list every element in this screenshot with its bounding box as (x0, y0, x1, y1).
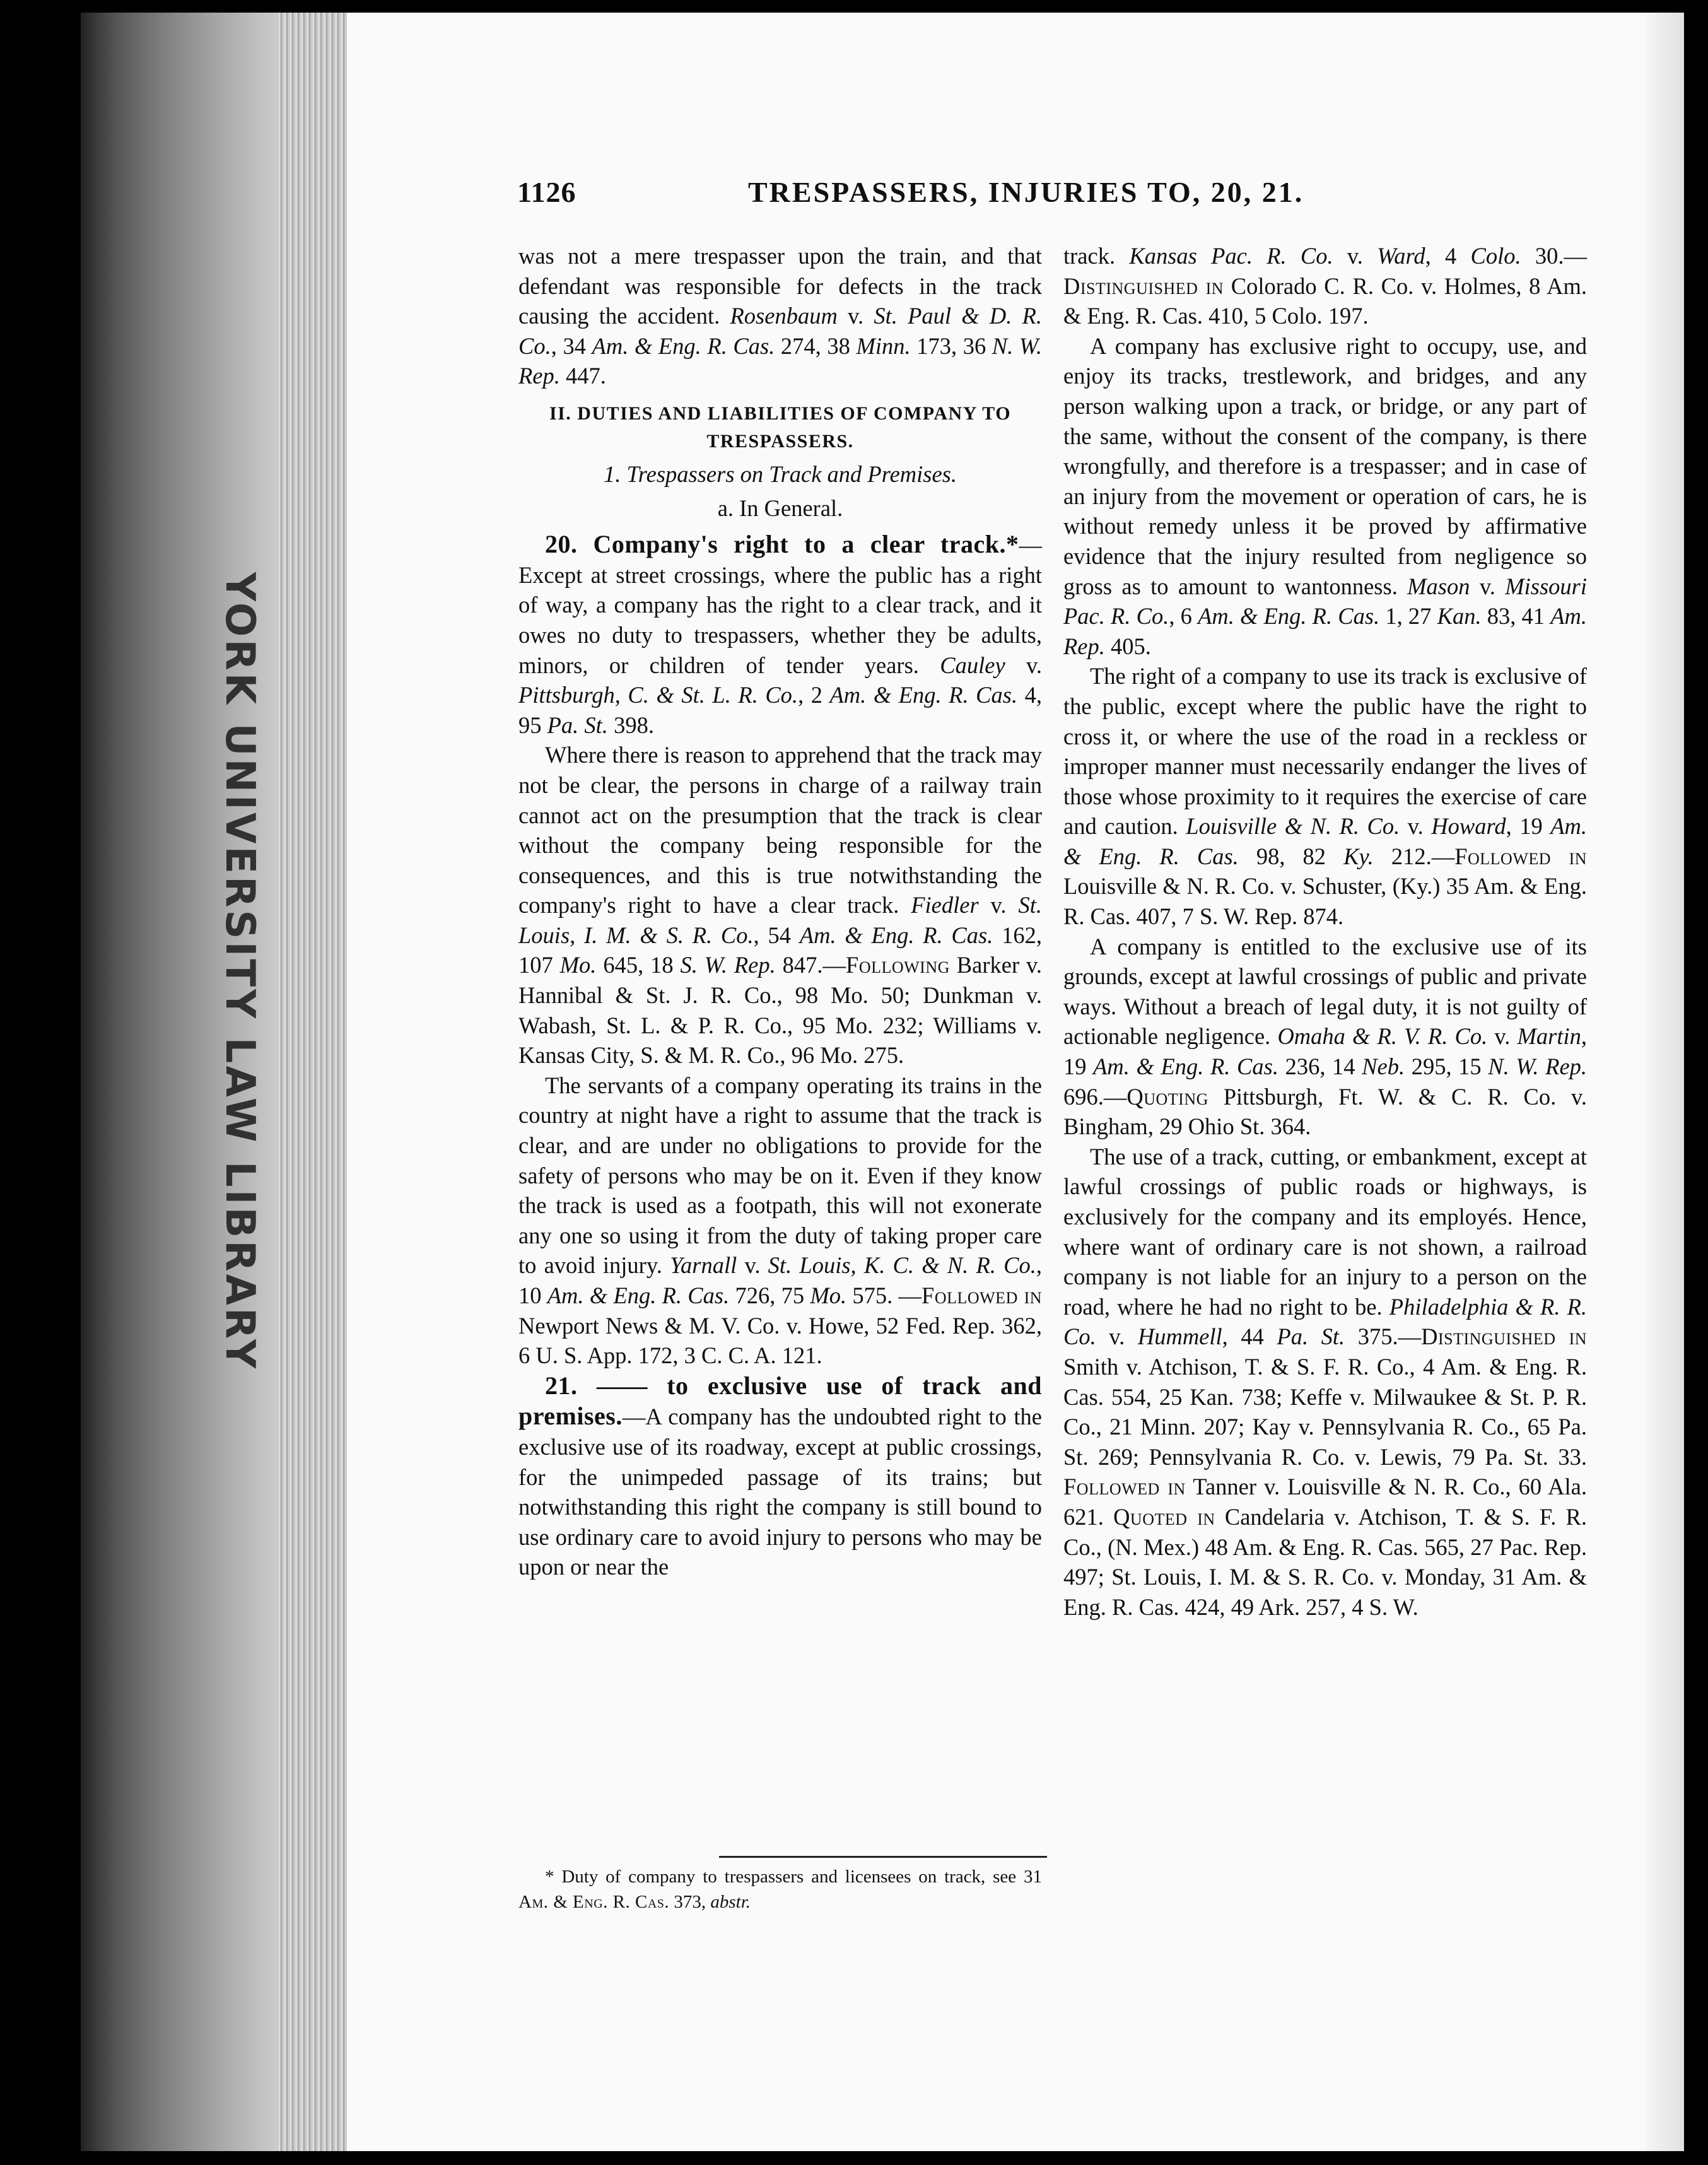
text-run: v. (1333, 243, 1378, 269)
text-run: Pittsburgh, Ft. W. & C. R. Co. v. Bingham, 29 Ohio St. 364. (1063, 1083, 1587, 1140)
citation-text: Cauley (940, 652, 1005, 678)
page-right-margin (1646, 13, 1684, 2151)
text-run: Following (846, 952, 950, 978)
text-run: Distinguished in (1063, 273, 1224, 299)
text-run: 98, 82 (1238, 843, 1344, 869)
text-run: Where there is reason to apprehend that the track may not be clear, the persons in charge of a railway train cannot act on the presumption that the track is clear without the company being responsible for the consequences, and this is true notwithstanding the company's right to have a clear track. (518, 742, 1042, 918)
text-run: Newport News & M. V. Co. v. Howe, 52 Fed. Rep. 362, 6 U. S. App. 172, 3 C. C. A. 121. (518, 1312, 1042, 1369)
text-run: , 6 (1169, 603, 1198, 630)
text-run: v. (837, 303, 874, 329)
text-run: 295, 15 (1405, 1053, 1489, 1080)
text-run: Quoting (1126, 1083, 1208, 1110)
text-run: , 19 (1063, 1023, 1587, 1080)
paragraph-rosenbaum (518, 241, 1042, 391)
text-run: 1, 27 (1379, 603, 1437, 630)
citation-text: Hummell (1137, 1323, 1222, 1350)
footnote-rule (719, 1856, 1047, 1858)
text-run: 575. — (846, 1282, 922, 1308)
citation-text: Pa. St. (547, 712, 608, 738)
citation-text: St. Louis, I. M. & S. R. Co. (518, 892, 1042, 948)
citation-text: St. Paul & D. R. Co. (518, 303, 1043, 359)
citation-text: Howard (1431, 813, 1506, 840)
text-run: Louisville & N. R. Co. v. Schuster, (Ky.) 35 Am. & Eng. R. Cas. 407, 7 S. W. Rep. 874. (1063, 873, 1587, 930)
paragraph-title: 21. —— to exclusive use of track and premises. (518, 1371, 1042, 1431)
citation-text: Ky. (1343, 843, 1374, 869)
text-run: 696.— (1063, 1083, 1127, 1110)
text-run: Followed in (921, 1282, 1043, 1308)
citation-text: Martin (1517, 1023, 1581, 1050)
citation-text: Louisville & N. R. Co. (1186, 813, 1400, 840)
paragraph-entitled (1063, 932, 1587, 1142)
text-run: 162, 107 (518, 922, 1043, 978)
sub-heading-general: a. In General. (717, 495, 843, 521)
footnote (518, 1864, 1042, 1915)
citation-text: Am. & Eng. R. Cas. (1198, 603, 1380, 630)
text-run: 405. (1104, 633, 1151, 659)
text-run: 398. (607, 712, 654, 738)
section-heading: II. DUTIES AND LIABILITIES OF COMPANY TO TRESPASSERS. (549, 402, 1012, 452)
text-run: , 44 (1222, 1323, 1277, 1350)
citation-text: Am. & Eng. R. Cas. (829, 682, 1018, 708)
citation-text: Am. Rep. (1063, 603, 1587, 659)
left-column (518, 241, 1042, 1582)
citation-text: S. W. Rep. (680, 952, 776, 978)
citation-text: Mo. (559, 952, 597, 978)
text-run: 274, 38 (775, 332, 857, 359)
text-run: Tanner v. Louisville & N. R. Co., 60 Ala. 621. (1063, 1474, 1587, 1530)
running-title: TRESPASSERS, INJURIES TO, 20, 21. (748, 176, 1304, 208)
text-run: Smith v. Atchison, T. & S. F. R. Co., 4 Am. & Eng. R. Cas. 554, 25 Kan. 738; Keffe v. Milwaukee & St. P. R. Co., 21 Minn. 207; Kay v. Pennsylvania R. Co., 65 Pa. St. 269; Pennsylvania R. Co. v. Lewis, 79 Pa. St. 33. (1063, 1353, 1587, 1470)
citation-text: Kan. (1437, 603, 1482, 630)
text-run: , 19 (1506, 813, 1551, 840)
citation-text: Omaha & R. V. R. Co. (1277, 1023, 1488, 1050)
text-run: v. (1005, 652, 1042, 678)
text-run: Colorado C. R. Co. v. Holmes, 8 Am. & Eng. R. Cas. 410, 5 Colo. 197. (1063, 273, 1587, 329)
text-run: Am. & Eng. R. Cas. (518, 1892, 670, 1912)
citation-text: Am. & Eng. R. Cas. (592, 332, 775, 359)
text-run: v. (1470, 573, 1506, 599)
text-run: was not a mere trespasser upon the train, and that defendant was responsible for defects in the track causing the accident. (518, 243, 1042, 329)
citation-text: Colo. (1470, 243, 1521, 269)
citation-text: St. Louis, K. C. & N. R. Co. (768, 1252, 1036, 1279)
paragraph-exclusive (1063, 331, 1587, 662)
citation-text: Am. & Eng. R. Cas. (799, 922, 993, 948)
page-edges (278, 13, 347, 2151)
text-run: 726, 75 (729, 1282, 810, 1308)
paragraph-21 (518, 1371, 1042, 1582)
text-run: * Duty of company to trespassers and licensees on track, see 31 (545, 1867, 1042, 1887)
text-run: —A company has the undoubted right to the exclusive use of its roadway, except at public crossings, for the unimpeded passage of its trains; but notwithstanding this right the company is still bound to use ordinary care to avoid injury to persons who may be upon or near the (518, 1404, 1042, 1580)
text-run: 447. (559, 363, 606, 389)
citation-text: abstr. (710, 1892, 751, 1912)
citation-text: Mason (1407, 573, 1470, 599)
text-run: v. (1400, 813, 1432, 840)
text-run: 173, 36 (910, 332, 992, 359)
paragraph-20 (518, 529, 1042, 740)
paragraph-right (1063, 661, 1587, 931)
citation-text: N. W. Rep. (1488, 1053, 1588, 1080)
citation-text: Am. & Eng. R. Cas. (547, 1282, 730, 1308)
text-run: Candelaria v. Atchison, T. & S. F. R. Co., (N. Mex.) 48 Am. & Eng. R. Cas. 565, 27 Pac. Rep. 497; St. Louis, I. M. & S. R. Co. v. Monday, 31 Am. & Eng. R. Cas. 424, 49 Ark. 257, 4 S. W. (1063, 1503, 1588, 1620)
text-run: The servants of a company operating its trains in the country at night have a right to assume that the track is clear, and are under no obligations to provide for the safety of persons who may be on it. Even if they know the track is used as a footpath, this will not exonerate any one so using it from the duty of taking proper care to avoid injury. (518, 1072, 1042, 1279)
text-run: 375.— (1345, 1323, 1422, 1350)
text-run: track. (1063, 243, 1130, 269)
paragraph-servants (518, 1071, 1042, 1371)
text-run: Followed in (1454, 843, 1588, 869)
text-run: The right of a company to use its track is exclusive of the public, except where the public have the right to cross it, or where the use of the road in a reckless or improper manner must necessarily endanger the lives of those whose proximity to it requires the exercise of care and caution. (1063, 663, 1587, 840)
running-head (517, 175, 1337, 226)
paragraph-title: 20. Company's right to a clear track.* (545, 530, 1019, 559)
citation-text: Missouri Pac. R. Co. (1063, 573, 1587, 630)
text-run: Followed in (1063, 1474, 1186, 1500)
citation-text: Rosenbaum (730, 303, 838, 329)
text-run: , 34 (551, 332, 592, 359)
text-run: v. (978, 892, 1019, 918)
citation-text: Yarnall (670, 1252, 737, 1279)
text-run: , 4 (1425, 243, 1471, 269)
citation-text: Am. & Eng. R. Cas. (1063, 813, 1587, 869)
text-run: 212.— (1373, 843, 1455, 869)
text-run: , 2 (798, 682, 830, 708)
text-run: v. (737, 1252, 768, 1279)
page-number: 1126 (517, 176, 576, 208)
library-stamp-text: YORK UNIVERSITY LAW LIBRARY (216, 572, 263, 1371)
paragraph-use (1063, 1142, 1587, 1622)
citation-text: Pittsburgh, C. & St. L. R. Co. (518, 682, 798, 708)
sub-heading: 1. Trespassers on Track and Premises. (603, 461, 957, 487)
text-run: , 10 (518, 1252, 1042, 1308)
text-run: , 54 (753, 922, 800, 948)
text-run: Quoted in (1113, 1503, 1215, 1530)
citation-text: Kansas Pac. R. Co. (1129, 243, 1333, 269)
text-run: A company is entitled to the exclusive use of its grounds, except at lawful crossings of public and private ways. Without a breach of legal duty, it is not guilty of actionable negligence. (1063, 933, 1587, 1050)
citation-text: Minn. (856, 332, 911, 359)
paragraph-where (518, 740, 1042, 1071)
text-run: 373, (669, 1892, 711, 1912)
citation-text: Mo. (810, 1282, 847, 1308)
text-run: Barker v. Hannibal & St. J. R. Co., 98 Mo. 50; Dunkman v. Wabash, St. L. & P. R. Co., 95 Mo. 232; Williams v. Kansas City, S. & M. R. Co., 96 Mo. 275. (518, 952, 1043, 1069)
citation-text: Fiedler (911, 892, 979, 918)
citation-text: Am. & Eng. R. Cas. (1093, 1053, 1278, 1080)
library-stamp (214, 572, 265, 1371)
citation-text: Neb. (1362, 1053, 1405, 1080)
citation-text: Pa. St. (1277, 1323, 1345, 1350)
text-run: A company has exclusive right to occupy, use, and enjoy its tracks, trestlework, and bridges, and any person walking upon a track, or bridge, or any part of the same, without the consent of the company, is there wrongfully, and therefore is a trespasser; and in case of an injury from the movement or operation of cars, he is without remedy unless it be proved by affirmative evidence that the injury resulted from negligence so gross as to amount to wantonness. (1063, 332, 1587, 599)
text-run: 847.— (775, 952, 846, 978)
text-run: 4, 95 (518, 682, 1043, 738)
text-run: v. (1487, 1023, 1518, 1050)
text-run: Distinguished in (1421, 1323, 1588, 1350)
right-column (1063, 241, 1587, 1622)
text-run: v. (1096, 1323, 1138, 1350)
text-run: 645, 18 (596, 952, 681, 978)
citation-text: Ward (1377, 243, 1425, 269)
text-run: 236, 14 (1278, 1053, 1362, 1080)
paragraph-track (1063, 241, 1587, 331)
text-run: 30.— (1521, 243, 1588, 269)
text-run: 83, 41 (1481, 603, 1551, 630)
text-run: The use of a track, cutting, or embankment, except at lawful crossings of public roads or highways, is exclusively for the company and its employés. Hence, where want of ordinary care is not shown, a railroad company is not liable for an injury to a person on the road, where he had no right to be. (1063, 1143, 1587, 1320)
text-run: —Except at street crossings, where the public has a right of way, a company has the right to a clear track, and it owes no duty to trespassers, whether they be adults, minors, or children of tender years. (518, 532, 1042, 678)
citation-text: N. W. Rep. (518, 332, 1043, 389)
citation-text: Philadelphia & R. R. Co. (1063, 1293, 1587, 1350)
